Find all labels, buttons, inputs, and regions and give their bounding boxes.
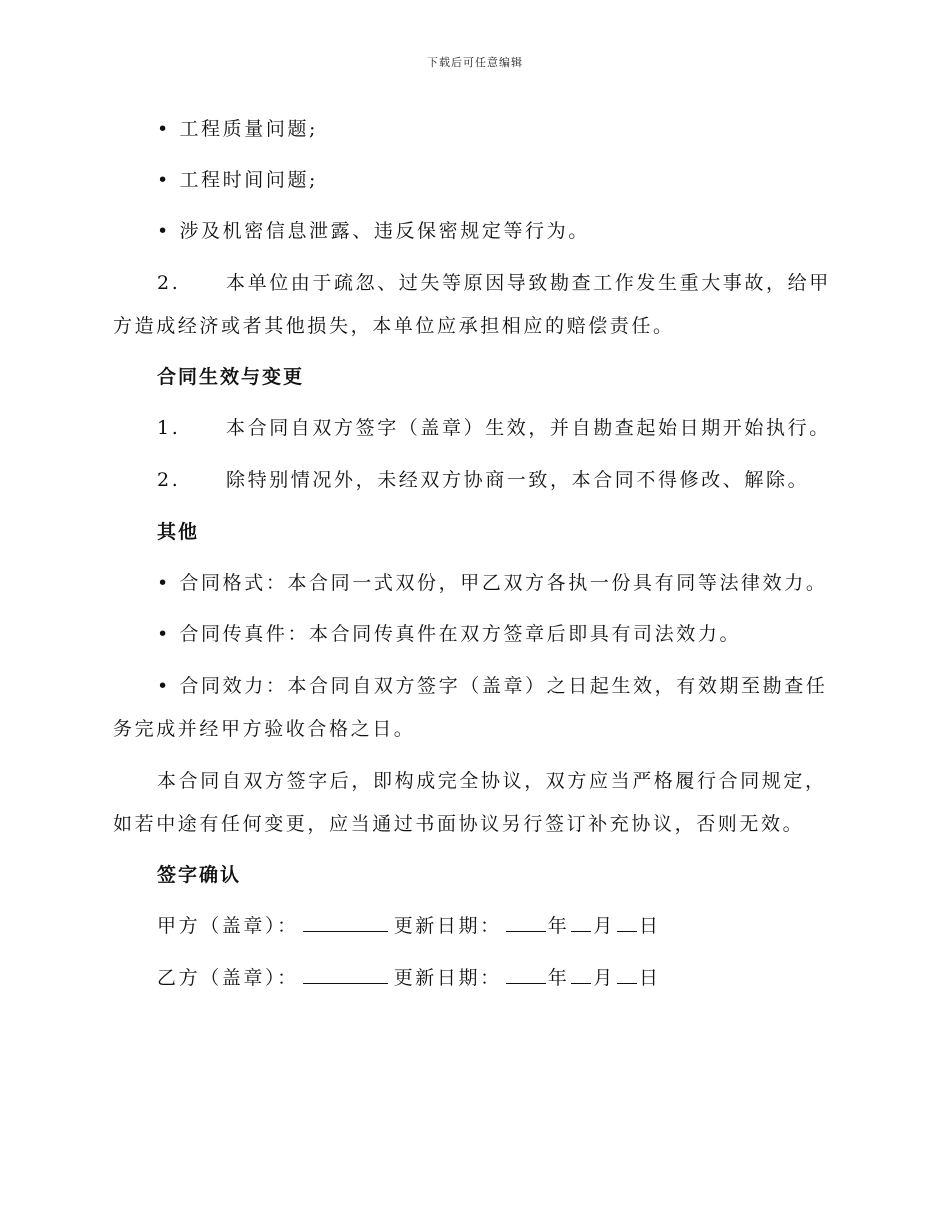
day-blank [617, 966, 637, 984]
day-blank [617, 914, 637, 932]
year-blank [506, 914, 546, 932]
party-b-label: 乙方（盖章）： [157, 967, 299, 989]
clause-text: 除特别情况外，未经双方协商一致，本合同不得修改、解除。 [226, 469, 810, 491]
section-title-effect: 合同生效与变更 [157, 366, 305, 388]
other-bullet-validity-line2: 务完成并经甲方验收合格之日。 [113, 718, 416, 740]
day-label: 日 [638, 967, 661, 989]
other-bullet-format: • 合同格式：本合同一式双份，甲乙双方各执一份具有同等法律效力。 [157, 572, 828, 594]
clause-text: 本合同自双方签字（盖章）生效，并自勘查起始日期开始执行。 [226, 417, 831, 439]
clause-2-line2: 方造成经济或者其他损失，本单位应承担相应的赔偿责任。 [113, 315, 675, 337]
bullet-confidential: • 涉及机密信息泄露、违反保密规定等行为。 [157, 220, 590, 242]
page-header: 下载后可任意编辑 [427, 56, 523, 69]
bullet-time: • 工程时间问题; [157, 169, 319, 191]
other-bullet-validity-line1: • 合同效力：本合同自双方签字（盖章）之日起生效，有效期至勘查任 [157, 675, 828, 697]
clause-number: 2. [157, 272, 181, 294]
year-blank [506, 966, 546, 984]
section-title-sign: 签字确认 [157, 864, 242, 886]
month-blank [571, 914, 591, 932]
year-label: 年 [547, 915, 570, 937]
closing-line2: 如若中途有任何变更，应当通过书面协议另行签订补充协议，否则无效。 [113, 813, 805, 835]
signature-row-party-a [157, 914, 661, 938]
closing-line1: 本合同自双方签字后，即构成完全协议，双方应当严格履行合同规定， [157, 770, 827, 792]
party-b-signature-blank [303, 966, 388, 984]
clause-number: 1. [157, 417, 181, 439]
effect-item-1 [157, 416, 831, 440]
date-label: 更新日期： [393, 967, 502, 989]
party-a-label: 甲方（盖章）： [157, 915, 299, 937]
day-label: 日 [638, 915, 661, 937]
month-label: 月 [593, 967, 615, 989]
date-label: 更新日期： [393, 915, 502, 937]
month-label: 月 [593, 915, 615, 937]
signature-row-party-b [157, 966, 661, 990]
party-a-signature-blank [303, 914, 388, 932]
section-title-other: 其他 [157, 521, 200, 543]
year-label: 年 [547, 967, 570, 989]
clause-text: 本单位由于疏忽、过失等原因导致勘查工作发生重大事故，给甲 [226, 272, 831, 294]
clause-number: 2. [157, 469, 181, 491]
bullet-quality: • 工程质量问题; [157, 118, 319, 140]
effect-item-2 [157, 468, 809, 492]
month-blank [571, 966, 591, 984]
other-bullet-fax: • 合同传真件：本合同传真件在双方签章后即具有司法效力。 [157, 623, 742, 645]
clause-2-line1 [157, 271, 831, 295]
